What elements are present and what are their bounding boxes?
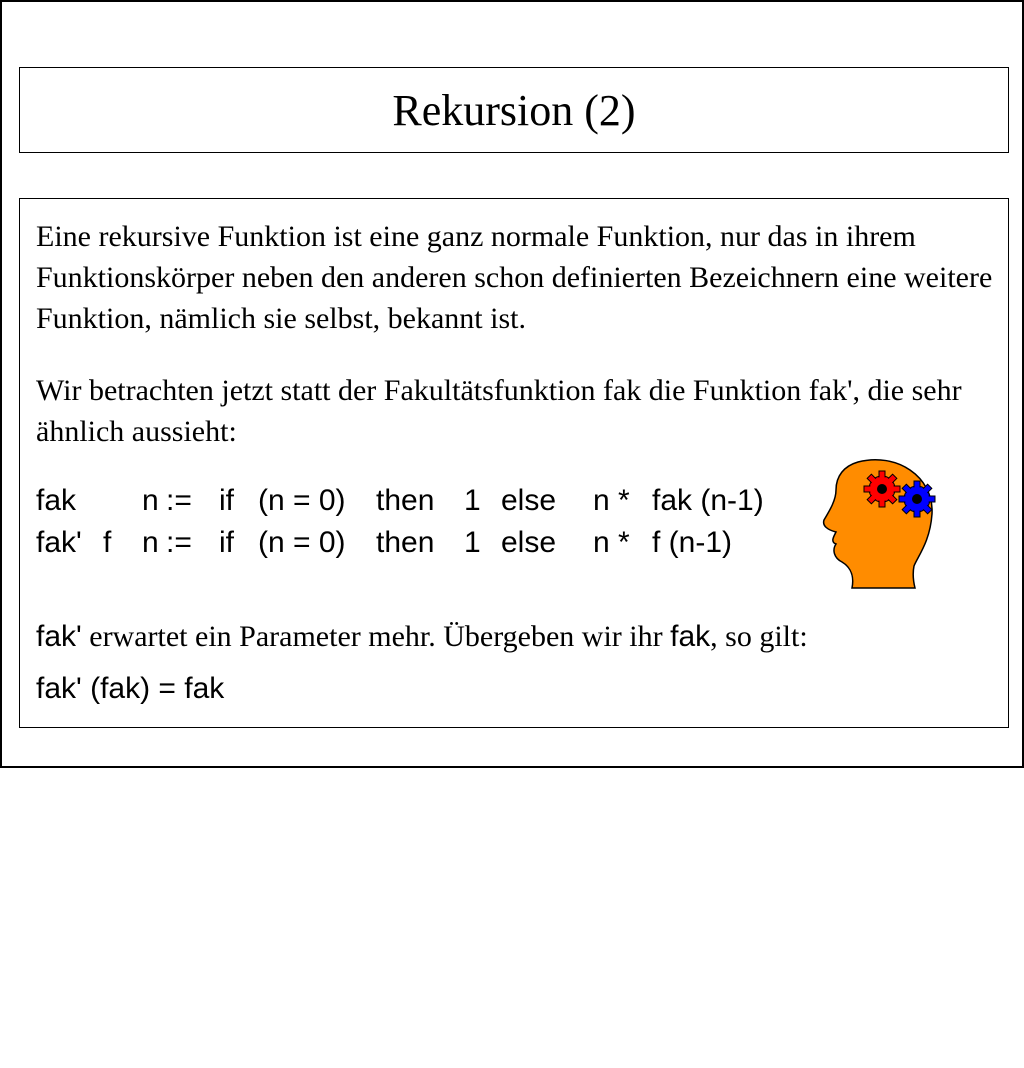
content-box xyxy=(19,198,1009,728)
blue-gear xyxy=(899,481,935,517)
code-base: 1 xyxy=(464,484,481,517)
code-line-fak xyxy=(36,480,764,522)
note-text-1: erwartet ein Parameter mehr. Übergeben wir ihr xyxy=(81,620,671,653)
term-fak: fak xyxy=(670,620,711,653)
code-if: if xyxy=(219,484,234,517)
code-fn-param: f xyxy=(103,526,112,559)
code-cond: (n = 0) xyxy=(258,526,346,559)
code-assign: := xyxy=(166,526,192,559)
paragraph-definition: Eine rekursive Funktion ist eine ganz normale Funktion, nur das in ihrem Funktionskörper neben den anderen schon definierten Bezeichnern eine weitere Funktion, nämlich sie selbst, bekannt ist. xyxy=(36,220,993,335)
code-block xyxy=(36,480,764,564)
note-text-2: , so gilt: xyxy=(710,620,808,653)
code-then: then xyxy=(376,484,435,517)
code-arg: n xyxy=(142,526,159,559)
term-fak-prime: fak' xyxy=(36,620,82,653)
red-gear xyxy=(864,471,900,507)
code-assign: := xyxy=(166,484,192,517)
code-else: else xyxy=(501,526,557,559)
code-fn-name: fak xyxy=(36,484,77,517)
code-line-fak-prime xyxy=(36,522,733,564)
code-base: 1 xyxy=(464,526,481,559)
code-call: fak (n-1) xyxy=(652,484,764,517)
code-else: else xyxy=(501,484,557,517)
paragraph-intro: Wir betrachten jetzt statt der Fakultätsfunktion fak die Funktion fak', die sehr ähnlich aussieht: xyxy=(36,374,962,448)
code-call: f (n-1) xyxy=(652,526,733,559)
code-mul: n * xyxy=(593,484,630,517)
code-arg: n xyxy=(142,484,159,517)
code-fn-name: fak' xyxy=(36,526,82,559)
equation: fak' (fak) = fak xyxy=(36,672,225,705)
slide-title: Rekursion (2) xyxy=(19,67,1009,153)
code-then: then xyxy=(376,526,435,559)
head-with-gears-icon xyxy=(818,454,938,590)
code-mul: n * xyxy=(593,526,630,559)
code-if: if xyxy=(219,526,234,559)
paragraph-note xyxy=(36,616,996,657)
code-cond: (n = 0) xyxy=(258,484,346,517)
